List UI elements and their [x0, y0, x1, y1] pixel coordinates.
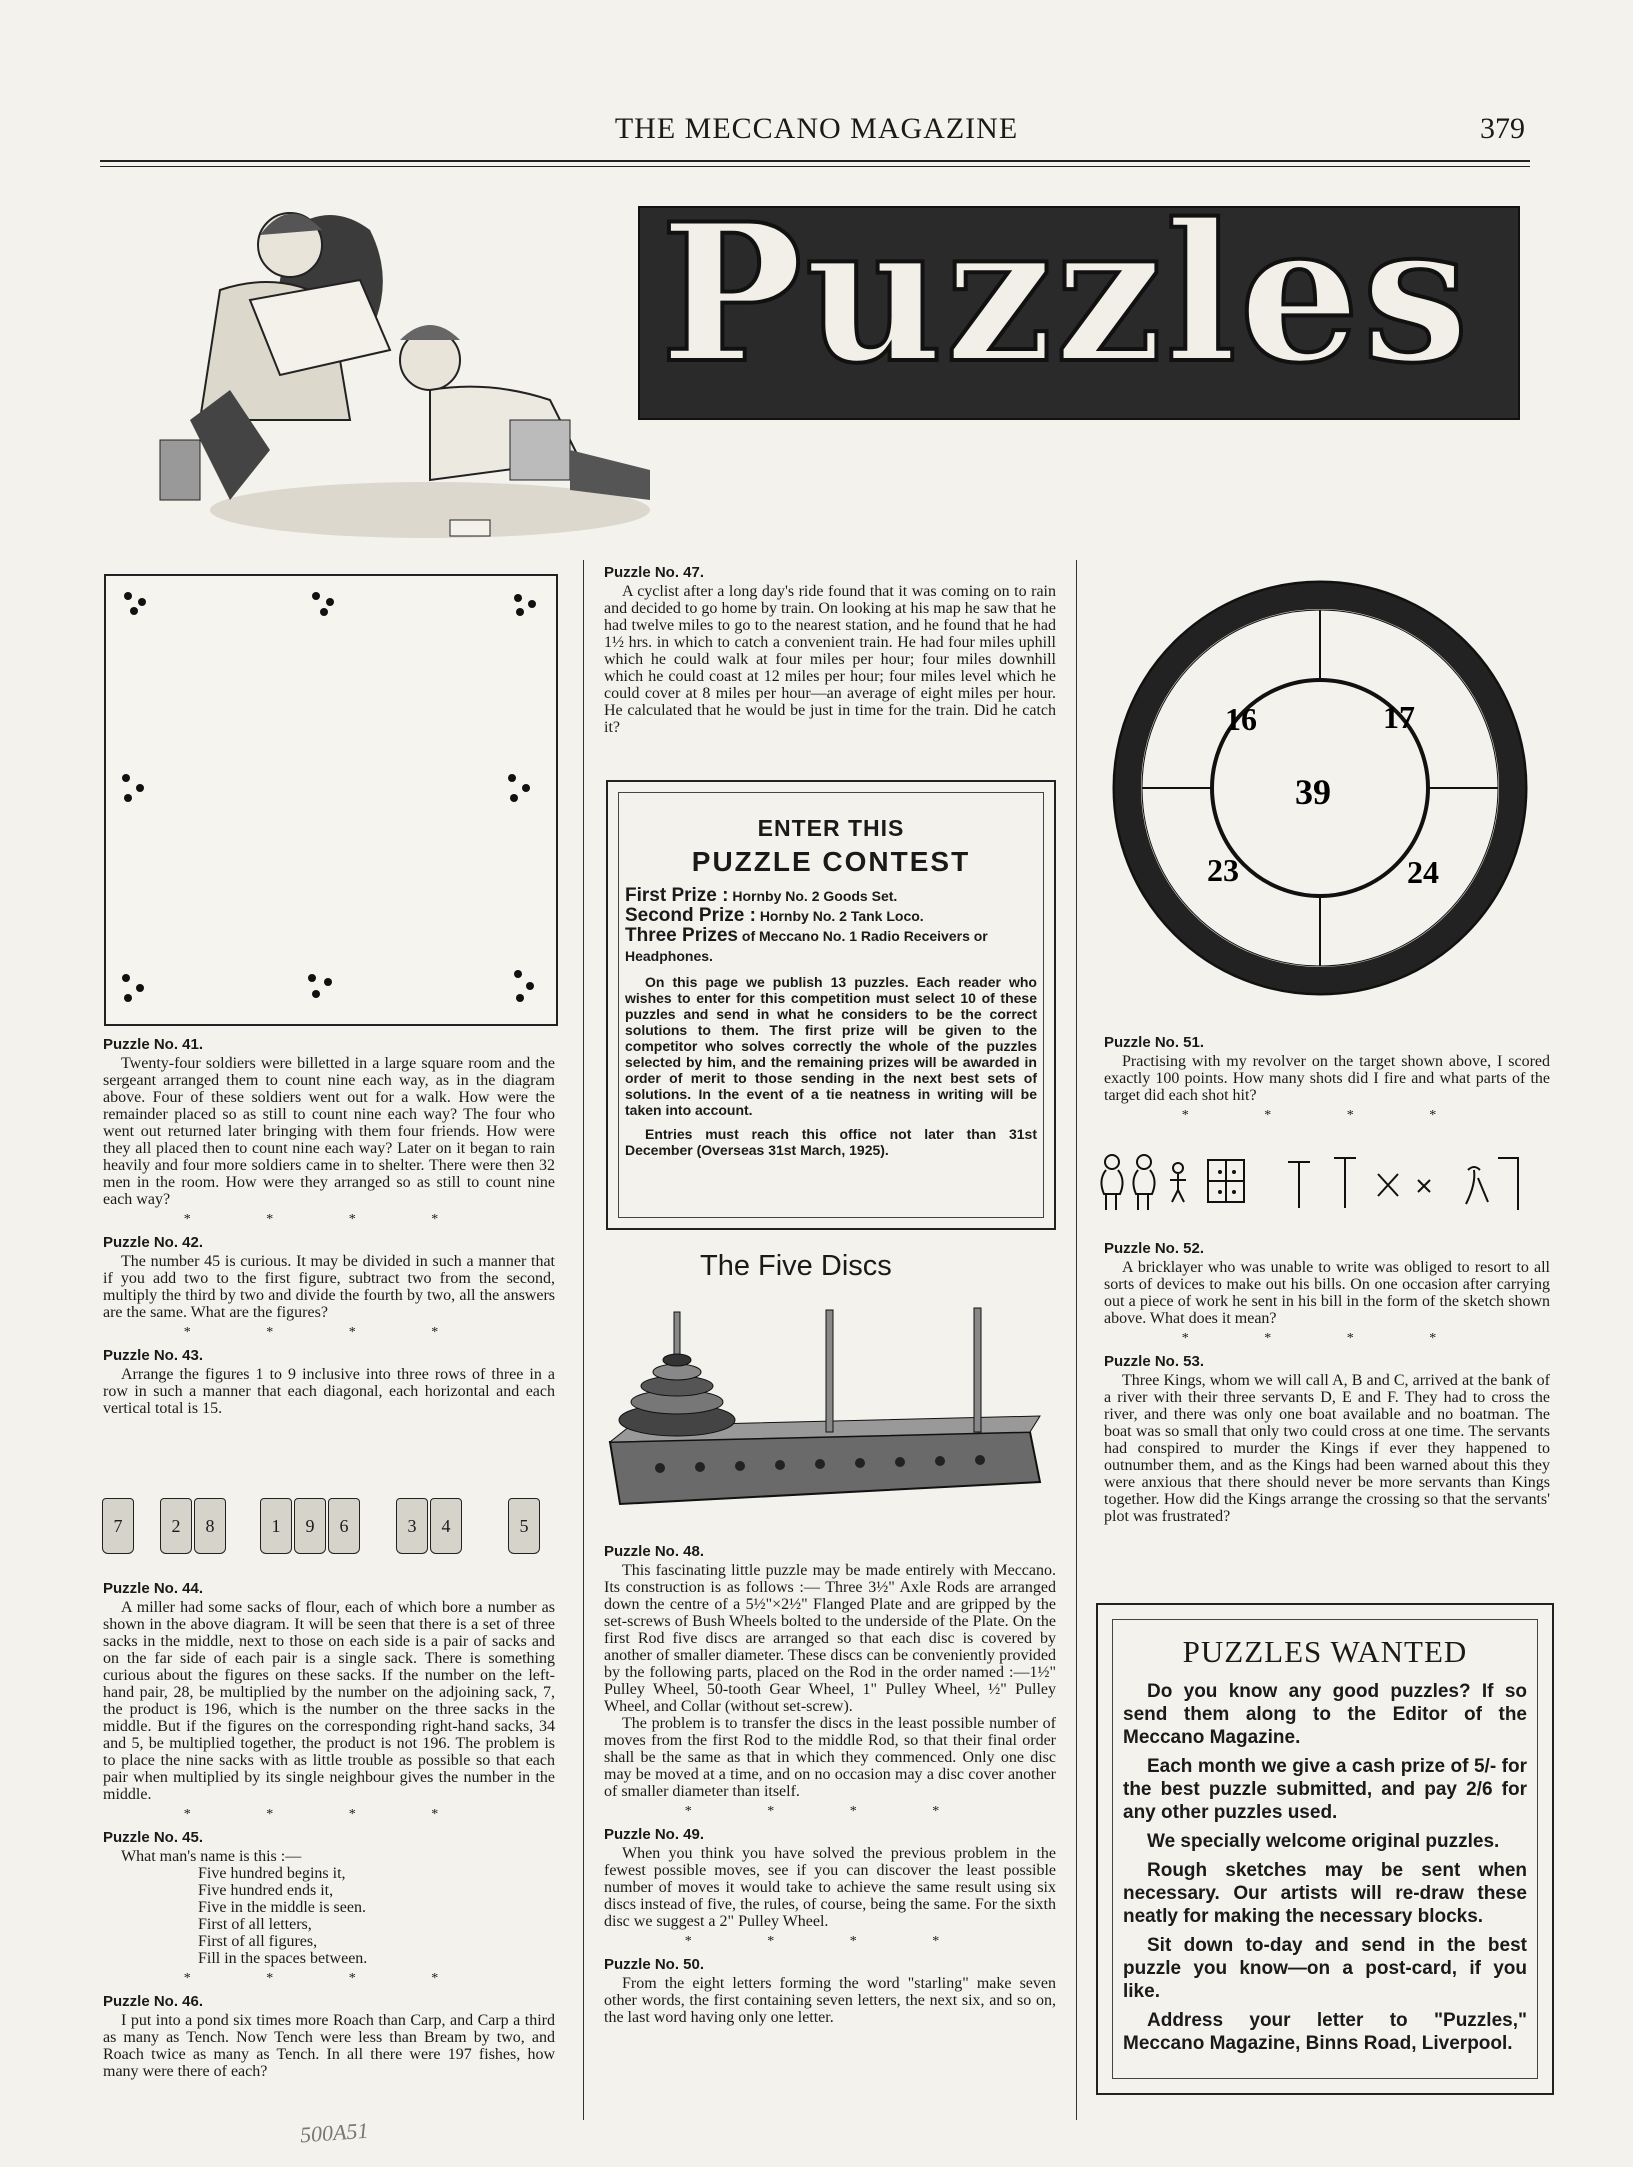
- sack: 7: [102, 1498, 134, 1554]
- five-discs-photo: [600, 1292, 1044, 1528]
- puzzles-wanted-box: PUZZLES WANTED Do you know any good puzzles? If so send them along to the Editor of the Meccano Magazine. Each month we give a cash prize of 5/- for the best puzzle submitted, and pay 2/6 for any other puzzles used. We specially welcome original puzzles. Rough sketches may be sent when necessary. Our artists will re-draw these neatly for making the necessary blocks. Sit down to-day and send in the best puzzle you know—on a post-card, if you like. Address your letter to "Puzzles," Meccano Magazine, Binns Road, Liverpool.: [1096, 1603, 1554, 2095]
- puzzle-41: Puzzle No. 41. Twenty-four soldiers were billetted in a large square room and the sergeant arranged them to count nine each way, as in the diagram above. Four of these soldiers went out for a walk. How were the remainder placed so as still to count nine each way? The four who went out returned later bringing with them four friends. How were they all placed then to count nine each way? Later on it began to rain heavily and four more soldiers came in to shelter. There were then 32 men in the room. How were they arranged so as still to count nine each way? * * * * Puzzle No. 42. The number 45 is curious. It may be divided in such a manner that if you add two to the first figure, subtract two from the second, multiply the third by two and divide the fourth by two, all the answers are the same. What are the figures? * * * * Puzzle No. 43. Arrange the figures 1 to 9 inclusive into three rows of three in a row in such a manner that each diagonal, each horizontal and each vertical total is 15.: [103, 1036, 555, 1417]
- puzzle-45-poem: Five hundred begins it, Five hundred ends it, Five in the middle is seen. First of all letters, First of all figures, Fill in the spaces between.: [198, 1865, 368, 1967]
- wanted-heading: PUZZLES WANTED: [1182, 1634, 1468, 1669]
- contest-box: [606, 780, 1056, 1230]
- puzzle-44: Puzzle No. 44. A miller had some sacks of flour, each of which bore a number as shown in the above diagram. It will be seen that there is a set of three sacks in the middle, next to those on each side is a pair of sacks and on the far side of each pair is a single sack. There is something curious about the figures on these sacks. If the number on the left-hand pair, 28, be multiplied by the number on the adjoining sack, 7, the product is 196, which is the number on the three sacks in the middle. But if the figures on the corresponding right-hand sacks, 34 and 5, be multiplied together, the product is not 196. The problem is to place the nine sacks with as little trouble as possible so that each pair when multiplied by its single neighbour gives the number in the middle. * * * * Puzzle No. 45. What man's name is this :— Five hundred begins it, Five hundred ends it, Five in the middle is seen. First of all letters, First of all figures, Fill in the spaces between. * * * * Puzzle No. 46. I put into a pond six times more Roach than Carp, and Carp a third as many as Tench. Now Tench were less than Bream by two, and Roach twice as many as Tench. In all there were 197 fishes, how many were there of each?: [103, 1580, 555, 2080]
- sack: 9: [294, 1498, 326, 1554]
- separator: * * * *: [183, 1807, 475, 1822]
- first-prize: First Prize : Hornby No. 2 Goods Set.: [625, 885, 898, 906]
- boys-illustration: [100, 190, 660, 550]
- soldiers-diagram: [104, 574, 558, 1026]
- target-diagram: [1110, 578, 1530, 998]
- five-discs-title: The Five Discs: [700, 1250, 892, 1282]
- puzzle-48: Puzzle No. 48. This fascinating little puzzle may be made entirely with Meccano. Its construction is as follows :— Three 3½" Axle Rods are arranged down the centre of a 5½"×2½" Flanged Plate and are gripped by the set-screws of Bush Wheels bolted to the underside of the Plate. On the first Rod five discs are arranged so that each disc is covered by another of smaller diameter. These discs can be conveniently provided by the following parts, placed on the Rod in the order named :—1½" Pulley Wheel, 50-tooth Gear Wheel, 1" Pulley Wheel, ½" Pulley Wheel, and Collar (without set-screw). The problem is to transfer the discs in the least possible number of moves from the first Rod to the middle Rod, so that their final order shall be the same as that in which they commenced. Only one disc may be moved at a time, and on no occasion may a disc cover another of smaller diameter than itself. * * * * Puzzle No. 49. When you think you have solved the previous problem in the fewest possible moves, see if you can discover the least possible number of moves it would take to achieve the same result using six discs instead of five, the rules, of course, being the same. For the sixth disc we suggest a 2" Pulley Wheel. * * * * Puzzle No. 50. From the eight letters forming the word "starling" make seven other words, the first containing seven letters, the next six, and so on, the last word having only one letter.: [604, 1543, 1056, 2026]
- puzzle-52: Puzzle No. 52. A bricklayer who was unable to write was obliged to resort to all sorts of devices to make out his bills. On one occasion after carrying out a piece of work he sent in his bill in the form of the sketch shown above. What does it mean? * * * * Puzzle No. 53. Three Kings, whom we will call A, B and C, arrived at the bank of a river with their three servants D, E and F. They had to cross the river, and there was only one boat available and no boatman. The boat was so small that only two could cross at one time. The servants had conspired to murder the Kings if ever they happened to outnumber them, and as the Kings had been warned about this they were anxious that there should never be more servants than Kings together. How did the Kings arrange the crossing so that the servants' plot was frustrated?: [1104, 1240, 1550, 1525]
- sack: 8: [194, 1498, 226, 1554]
- target-score-17: 17: [1383, 699, 1415, 735]
- column-rule-left: [583, 560, 584, 2120]
- separator: * * * *: [183, 1212, 475, 1227]
- header-rule: [100, 160, 1530, 162]
- separator: * * * *: [684, 1934, 976, 1949]
- sack: 4: [430, 1498, 462, 1554]
- sack: 2: [160, 1498, 192, 1554]
- separator: * * * *: [1181, 1331, 1473, 1346]
- sack: 3: [396, 1498, 428, 1554]
- contest-subheading: PUZZLE CONTEST: [691, 846, 971, 877]
- page-number: 379: [1480, 112, 1525, 145]
- second-prize: Second Prize : Hornby No. 2 Tank Loco.: [625, 905, 924, 926]
- bricklayer-sketch: [1098, 1148, 1548, 1218]
- sack: 5: [508, 1498, 540, 1554]
- sack: 6: [328, 1498, 360, 1554]
- contest-rules: On this page we publish 13 puzzles. Each reader who wishes to enter for this competition must select 10 of these puzzles and send in what he considers to be the correct solutions to them. The first prize will be given to the competitor who solves correctly the whole of the puzzles selected by him, and the remaining prizes will be awarded in order of merit to those sending in the next best sets of solutions. In the event of a tie neatness in writing will be taken into account.: [625, 974, 1037, 1118]
- target-score-39: 39: [1295, 772, 1331, 812]
- contest-deadline: Entries must reach this office not later than 31st December (Overseas 31st March, 1925).: [625, 1126, 1037, 1158]
- separator: * * * *: [684, 1804, 976, 1819]
- contest-heading: ENTER THIS: [757, 815, 905, 841]
- third-prizes: Three Prizes of Meccano No. 1 Radio Receivers or Headphones.: [625, 925, 988, 964]
- separator: * * * *: [183, 1325, 475, 1340]
- target-score-16: 16: [1225, 701, 1257, 737]
- sack: 1: [260, 1498, 292, 1554]
- separator: * * * *: [183, 1971, 475, 1986]
- puzzle-51: Puzzle No. 51. Practising with my revolver on the target shown above, I scored exactly 100 points. How many shots did I fire and what parts of the target did each shot hit? * * * *: [1104, 1034, 1550, 1123]
- target-score-23: 23: [1207, 852, 1239, 888]
- banner-title: Puzzles: [660, 182, 1471, 405]
- magazine-title: THE MECCANO MAGAZINE: [614, 112, 1019, 145]
- column-rule-right: [1076, 560, 1077, 2120]
- target-score-24: 24: [1407, 854, 1439, 890]
- separator: * * * *: [1181, 1108, 1473, 1123]
- puzzle-47: Puzzle No. 47. A cyclist after a long day's ride found that it was coming on to rain and decided to go home by train. On looking at his map he saw that he had twelve miles to go to the nearest station, and he found that he had 1½ hrs. in which to catch a convenient train. He had four miles uphill which he could walk at four miles per hour; four miles downhill which he could coast at 12 miles per hour; four miles level which he could cover at 8 miles per hour—an average of eight miles per hour. He calculated that he would be just in time for the train. Did he catch it?: [604, 564, 1056, 736]
- handwritten-annotation: 500A51: [299, 2117, 370, 2148]
- sacks-diagram: [100, 1498, 556, 1556]
- header-rule-thin: [100, 166, 1530, 167]
